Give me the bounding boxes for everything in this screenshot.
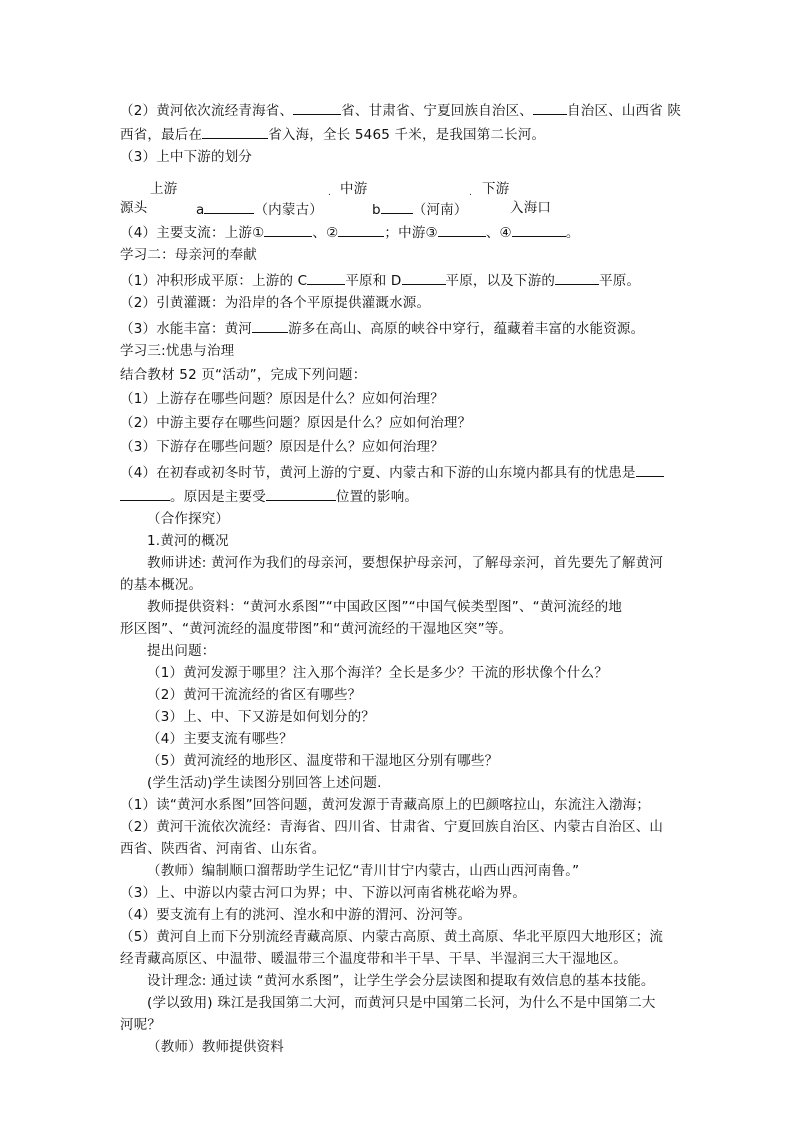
ask-title: 提出问题： <box>147 643 216 659</box>
q2-text-e: 省入海，全长 5465 千米，是我国第二长河。 <box>268 127 546 143</box>
answer-2-line1: （2）黄河干流依次流经：青海省、四川省、甘肃省、宁夏回族自治区、内蒙古自治区、山 <box>120 819 664 835</box>
learn3-q4-line1 <box>120 462 664 482</box>
answer-3: （3）上、中游以内蒙古河口为界；中、下游以河南省桃花峪为界。 <box>120 885 527 901</box>
q2-text-d: 西省，最后在 <box>120 127 203 143</box>
blank <box>636 462 664 477</box>
q2-text-a: （2）黄河依次流经青海省、 <box>120 103 294 119</box>
p1-text-a: （1）冲积形成平原：上游的 C <box>120 273 308 289</box>
div-sea: 入海口 <box>510 200 552 216</box>
div-upper-label: 上游 <box>150 181 178 197</box>
learn3-q2: （2）中游主要存在哪些问题？原因是什么？应如何治理？ <box>120 415 472 431</box>
l3q4-text-c: 位置的影响。 <box>335 489 419 505</box>
learn2-p1 <box>120 270 640 290</box>
learn2-title: 学习二：母亲河的奉献 <box>120 247 257 263</box>
div-b <box>372 199 468 219</box>
l3q4-text-b: 。原因是主要受 <box>170 489 266 505</box>
ask-q2: （2）黄河干流流经的省区有哪些？ <box>147 687 362 703</box>
div-tick: . <box>469 188 473 198</box>
blank <box>402 270 446 285</box>
inquiry-heading: （合作探究） <box>147 511 230 527</box>
ask-q5: （5）黄河流经的地形区、温度带和干湿地区分别有哪些？ <box>147 753 499 769</box>
ask-q3: （3）上、中、下又游是如何划分的？ <box>147 709 375 725</box>
learn3-q1: （1）上游存在哪些问题？原因是什么？应如何治理？ <box>120 391 444 407</box>
answer-1: （1）读“黄河水系图”回答问题，黄河发源于青藏高原上的巴颜喀拉山，东流注入渤海； <box>120 797 651 813</box>
learn2-p3 <box>120 318 644 338</box>
blank <box>266 486 336 501</box>
p1-text-d: 平原。 <box>599 273 641 289</box>
teacher-materials: （教师）教师提供资料 <box>147 1039 284 1055</box>
learn1-q2-line2 <box>120 124 545 144</box>
q4-text-e: 。 <box>565 225 580 241</box>
q4-text-d: 、④ <box>485 225 512 241</box>
p1-text-c: 平原，以及下游的 <box>445 273 556 289</box>
div-source: 源头 <box>120 200 148 216</box>
div-middle-label: 中游 <box>340 181 368 197</box>
learn3-q3: （3）下游存在哪些问题？原因是什么？应如何治理？ <box>120 439 444 455</box>
blank <box>293 100 341 115</box>
q2-text-c: 自治区、山西省 陕 <box>567 103 682 119</box>
div-a <box>196 199 323 219</box>
div-tick: . <box>328 188 332 198</box>
learn1-q2-line1 <box>120 100 681 120</box>
inquiry-sub1: 1.黄河的概况 <box>147 533 229 549</box>
blank <box>120 486 170 501</box>
blank <box>202 124 268 139</box>
blank <box>264 222 312 237</box>
blank <box>512 222 566 237</box>
q4-text-c: ；中游③ <box>384 225 438 241</box>
teacher1-line1: 教师讲述: 黄河作为我们的母亲河，要想保护母亲河，了解母亲河，首先要先了解黄河 <box>147 555 664 571</box>
p1-text-b: 平原和 D <box>345 273 402 289</box>
div-lower-label: 下游 <box>482 181 510 197</box>
apply-line1: (学以致用) 珠江是我国第二大河，而黄河只是中国第二长河，为什么不是中国第二大 <box>147 995 656 1011</box>
blank <box>438 222 486 237</box>
teacher-mnemonic: （教师）编制顺口溜帮助学生记忆“青川甘宁内蒙古，山西山西河南鲁。” <box>147 863 580 879</box>
learn3-title: 学习三:忧患与治理 <box>120 343 235 359</box>
answer-4: （4）要支流有上有的洮河、湟水和中游的渭河、汾河等。 <box>120 907 472 923</box>
p3-text-b: 游多在高山、高原的峡谷中穿行，蕴藏着丰富的水能资源。 <box>288 321 645 337</box>
l3q4-text-a: （4）在初春或初冬时节，黄河上游的宁夏、内蒙古和下游的山东境内都具有的忧患是 <box>120 465 636 481</box>
div-a-note: （内蒙古） <box>254 202 323 218</box>
q4-text-b: 、② <box>312 225 339 241</box>
apply-line2: 河呢？ <box>120 1017 162 1033</box>
student-activity: (学生活动)学生读图分别回答上述问题. <box>147 775 382 791</box>
div-a-letter: a <box>196 202 205 218</box>
learn3-q4-line2 <box>120 486 418 506</box>
blank <box>204 199 254 214</box>
p3-text-a: （3）水能丰富：黄河 <box>120 321 253 337</box>
learn3-intro: 结合教材 52 页“活动”，完成下列问题： <box>120 367 367 383</box>
blank <box>252 318 288 333</box>
answer-2-line2: 西省、陕西省、河南省、山东省。 <box>120 841 326 857</box>
div-b-letter: b <box>372 202 381 218</box>
ask-q1: （1）黄河发源于哪里？注入那个海洋？全长是多少？干流的形状像个什么？ <box>147 665 608 681</box>
teacher1-line2: 的基本概况。 <box>120 577 203 593</box>
design-concept: 设计理念: 通过读 “黄河水系图”，让学生学会分层读图和提取有效信息的基本技能。 <box>147 973 655 989</box>
div-b-note: （河南） <box>412 202 468 218</box>
answer-5-line2: 经青藏高原区、中温带、暖温带三个温度带和半干旱、干旱、半湿润三大干湿地区。 <box>120 951 627 967</box>
ask-q4: （4）主要支流有哪些？ <box>147 731 293 747</box>
q4-text-a: （4）主要支流：上游① <box>120 225 265 241</box>
blank <box>533 100 567 115</box>
learn1-q4 <box>120 222 580 242</box>
learn2-p2: （2）引黄灌溉：为沿岸的各个平原提供灌溉水源。 <box>120 295 431 311</box>
blank <box>381 199 413 214</box>
blank <box>338 222 384 237</box>
answer-5-line1: （5）黄河自上而下分别流经青藏高原、内蒙古高原、黄土高原、华北平原四大地形区；流 <box>120 929 664 945</box>
q2-text-b: 省、甘肃省、宁夏回族自治区、 <box>341 103 534 119</box>
teacher2-line2: 形区图”、“黄河流经的温度带图”和“黄河流经的干湿地区突”等。 <box>120 621 513 637</box>
teacher2-line1: 教师提供资料：“黄河水系图”“中国政区图”“中国气候类型图”、“黄河流经的地 <box>147 599 623 615</box>
learn1-q3: （3）上中下游的划分 <box>120 149 253 165</box>
blank <box>307 270 345 285</box>
blank <box>555 270 599 285</box>
